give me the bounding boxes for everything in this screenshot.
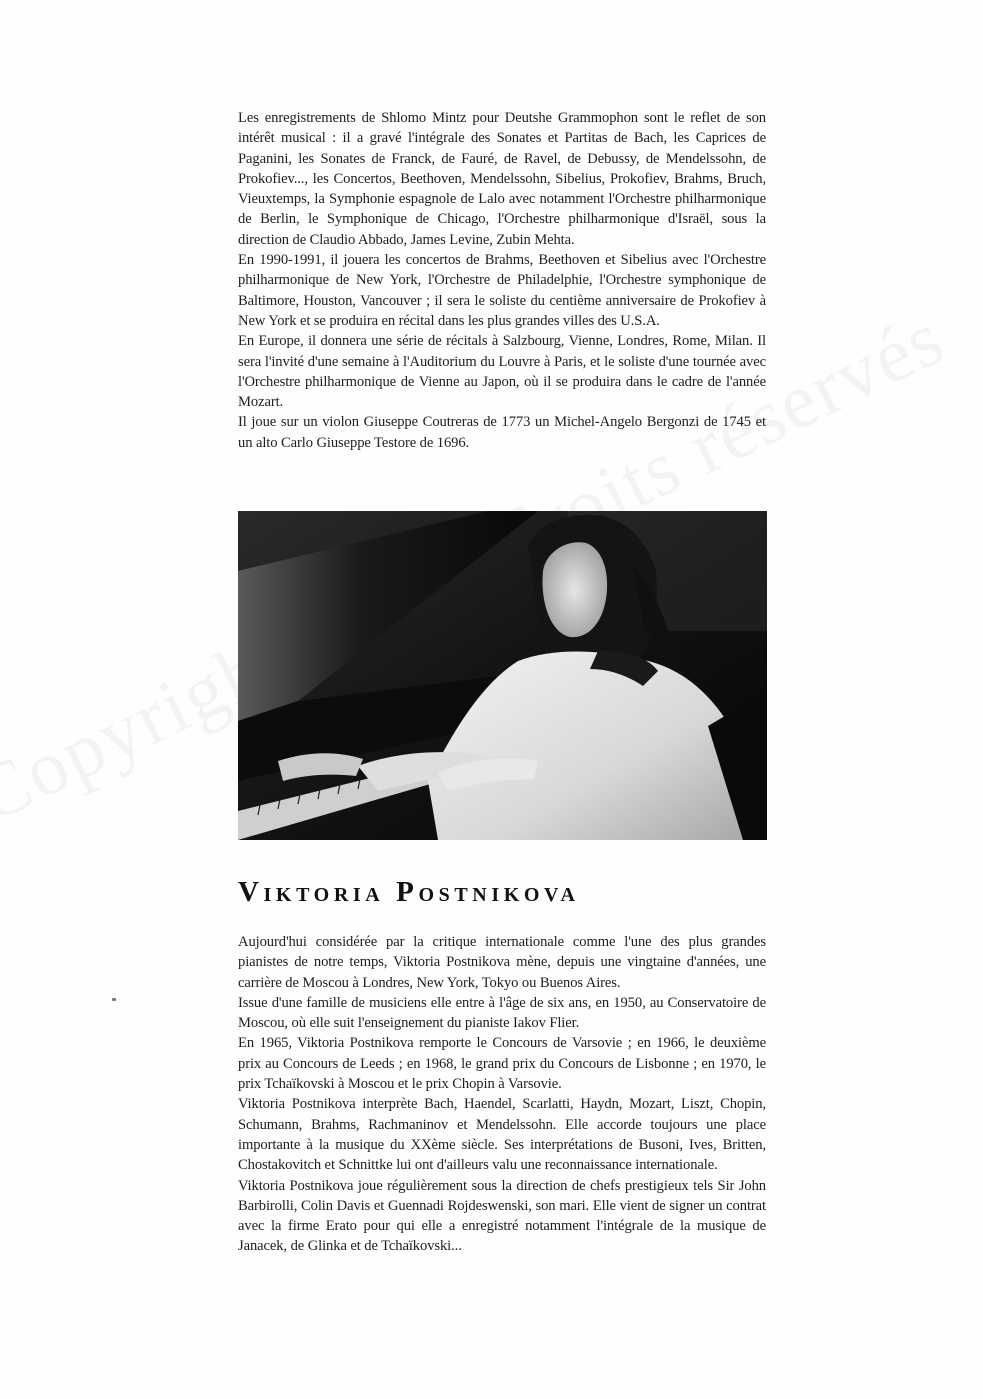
pianist-photo <box>238 511 767 840</box>
paragraph-education: Issue d'une famille de musiciens elle entre à l'âge de six ans, en 1950, au Conservatoire de Moscou, où elle suit l'enseignement du pianiste Iakov Flier. <box>238 994 766 1032</box>
paragraph-conductors: Viktoria Postnikova joue régulièrement sous la direction de chefs prestigieux tels Sir John Barbirolli, Colin Davis et Guennadi Rojdeswenski, son mari. Elle vient de signer un contrat avec la firme Erato pour qui elle a enregistré notamment l'intégrale de la musique de Janacek, de Glinka et de Tchaïkovski... <box>238 1177 766 1255</box>
paragraph-instruments: Il joue sur un violon Giuseppe Coutreras de 1773 un Michel-Angelo Bergonzi de 1745 et un alto Carlo Giuseppe Testore de 1696. <box>238 414 766 451</box>
paragraph-recordings: Les enregistrements de Shlomo Mintz pour Deutshe Grammophon sont le reflet de son intérêt musical : il a gravé l'intégrale des Sonates et Partitas de Bach, les Caprices de Paganini, les Sonates de Franck, de Fauré, de Ravel, de Debussy, de Mendelssohn, de Prokofiev..., les Concertos, Beethoven, Mendelssohn, Sibelius, Prokofiev, Brahms, Bruch, Vieuxtemps, la Symphonie espagnole de Lalo avec notamment l'Orchestre philharmonique de Berlin, le Symphonique de Chicago, l'Orchestre philharmonique d'Israël, sous la direction de Claudio Abbado, James Levine, Zubin Mehta. <box>238 110 766 248</box>
page-title: Viktoria Postnikova <box>238 876 580 908</box>
paragraph-1990-season: En 1990-1991, il jouera les concertos de Brahms, Beethoven et Sibelius avec l'Orchestre philharmonique de New York, l'Orchestre de Philadelphie, l'Orchestre symphonique de Baltimore, Houston, Vancouver ; il sera le soliste du centième anniversaire de Prokofiev à New York et se produira en récital dans les plus grandes villes des U.S.A. <box>238 252 766 329</box>
paragraph-repertoire: Viktoria Postnikova interprète Bach, Haendel, Scarlatti, Haydn, Mozart, Liszt, Chopin, Schumann, Brahms, Rachmaninov et Mendelssohn. Elle accorde toujours une place importante à la musique du XXème siècle. Ses interprétations de Busoni, Ives, Britten, Chostakovitch et Schnittke lui ont d'ailleurs valu une reconnaissance internationale. <box>238 1096 766 1174</box>
paragraph-awards: En 1965, Viktoria Postnikova remporte le Concours de Varsovie ; en 1966, le deuxième prix au Concours de Leeds ; en 1968, le grand prix du Concours de Lisbonne ; en 1970, le prix Tchaïkovski à Moscou et le prix Chopin à Varsovie. <box>238 1035 766 1093</box>
postnikova-biography <box>238 932 766 1257</box>
paragraph-europe: En Europe, il donnera une série de récitals à Salzbourg, Vienne, Londres, Rome, Milan. Il sera l'invité d'une semaine à l'Auditorium du Louvre à Paris, et le soliste d'une tournée avec l'Orchestre philharmonique de Vienne au Japon, où il se produira dans le cadre de l'année Mozart. <box>238 333 766 411</box>
mintz-biography <box>238 108 766 453</box>
paragraph-intro: Aujourd'hui considérée par la critique internationale comme l'une des plus grandes pianistes de notre temps, Viktoria Postnikova mène, depuis une vingtaine d'années, une carrière de Moscou à Londres, New York, Tokyo ou Buenos Aires. <box>238 934 766 991</box>
pianist-photo-illustration <box>238 511 767 840</box>
margin-speck <box>112 998 116 1001</box>
